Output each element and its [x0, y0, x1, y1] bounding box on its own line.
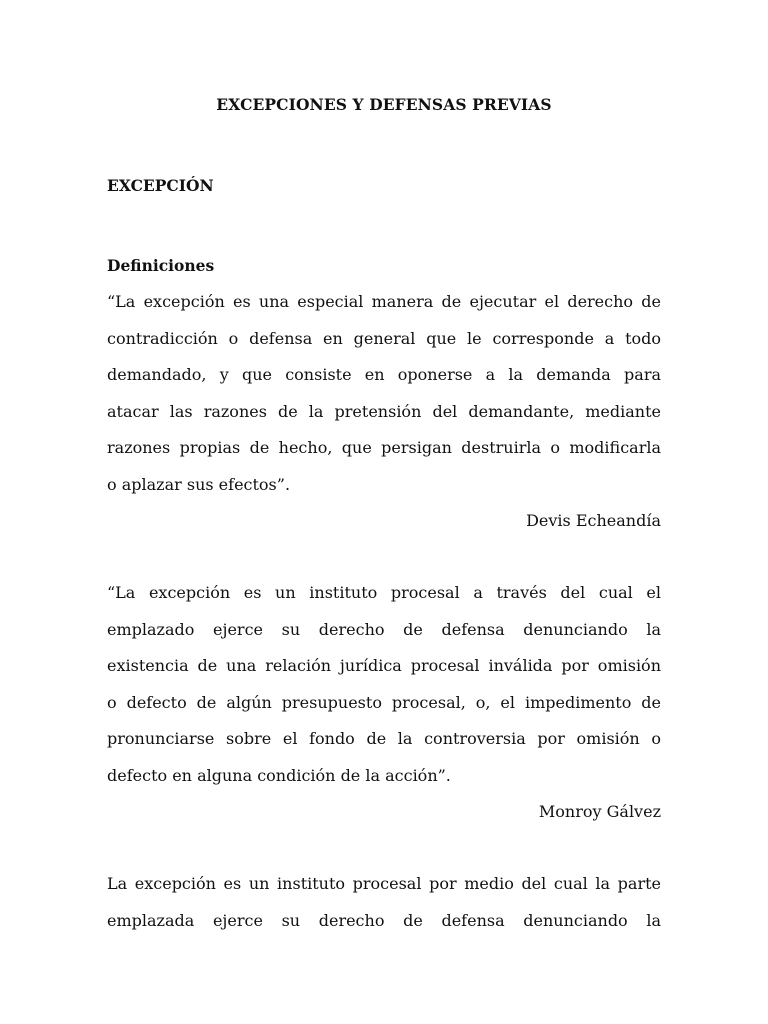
text-line: “La excepción es una especial manera de ejecutar el derecho de: [107, 292, 661, 311]
text-line: atacar las razones de la pretensión del demandante, mediante: [107, 401, 661, 421]
quote-author-1: Devis Echeandía: [526, 511, 661, 530]
text-line: razones propias de hecho, que persigan destruirla o modificarla: [107, 438, 661, 457]
text-line: contradicción o defensa en general que le corresponde a todo: [107, 328, 661, 348]
text-line: o defecto de algún presupuesto procesal, o, el impedimento de: [107, 692, 661, 712]
subsection-heading: Definiciones: [107, 256, 215, 275]
text-line: defecto en alguna condición de la acción”.: [107, 765, 451, 785]
quote-author-2: Monroy Gálvez: [538, 802, 661, 821]
text-line: pronunciarse sobre el fondo de la controversia por omisión o: [107, 729, 661, 748]
text-line: emplazado ejerce su derecho de defensa denunciando la: [107, 619, 661, 639]
text-line: emplazada ejerce su derecho de defensa denunciando la: [107, 910, 661, 930]
quote-paragraph-1: [107, 284, 661, 503]
quote-paragraph-2: [107, 575, 661, 794]
section-heading: EXCEPCIÓN: [107, 176, 214, 195]
text-line: existencia de una relación jurídica procesal inválida por omisión: [107, 656, 661, 675]
text-line: La excepción es un instituto procesal por medio del cual la parte: [107, 874, 661, 893]
document-title: EXCEPCIONES Y DEFENSAS PREVIAS: [216, 95, 552, 114]
body-paragraph-3: [107, 866, 661, 939]
text-line: “La excepción es un instituto procesal a través del cual el: [107, 583, 661, 602]
text-line: o aplazar sus efectos”.: [107, 474, 291, 494]
text-line: demandado, y que consiste en oponerse a la demanda para: [107, 365, 661, 384]
